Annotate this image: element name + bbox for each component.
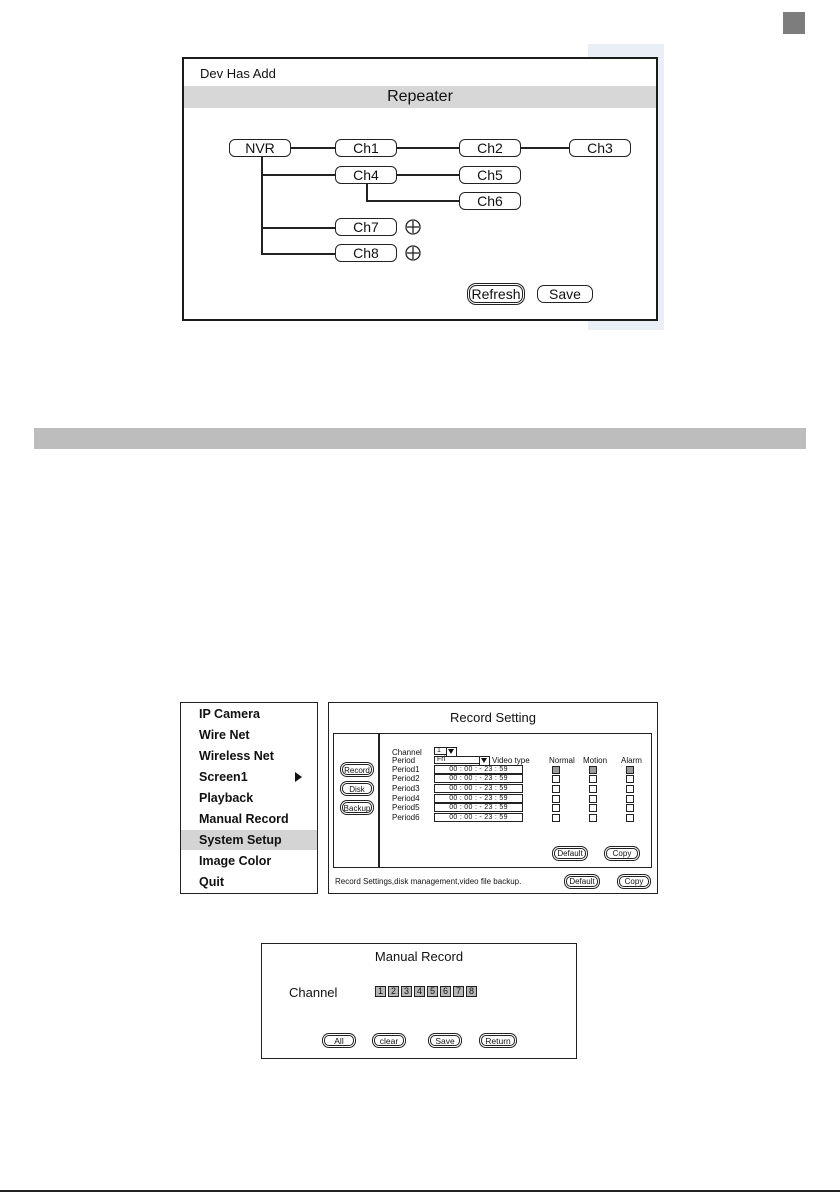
period5-alarm-checkbox[interactable] xyxy=(626,804,634,812)
link-ch4-ch5 xyxy=(396,174,460,176)
menu-item-playback[interactable]: Playback xyxy=(199,791,254,805)
menu-item-quit[interactable]: Quit xyxy=(199,875,224,889)
repeater-panel xyxy=(182,57,658,321)
period4-time-field[interactable]: 00 : 00 : - 23 : 59 xyxy=(434,794,523,803)
channel-select-value: 1 xyxy=(437,747,441,754)
link-trunk-ch4 xyxy=(261,174,336,176)
menu-item-ip-camera[interactable]: IP Camera xyxy=(199,707,260,721)
manual-record-panel xyxy=(261,943,577,1059)
period2-label: Period2 xyxy=(392,774,420,783)
period4-normal-checkbox[interactable] xyxy=(552,795,560,803)
period3-time-field[interactable]: 00 : 00 : - 23 : 59 xyxy=(434,784,523,793)
channel-select[interactable] xyxy=(434,747,456,755)
period2-normal-checkbox[interactable] xyxy=(552,775,560,783)
node-ch7[interactable]: Ch7 xyxy=(335,218,397,236)
period-day-select[interactable] xyxy=(434,756,489,764)
node-ch2[interactable]: Ch2 xyxy=(459,139,521,157)
period4-motion-checkbox[interactable] xyxy=(589,795,597,803)
add-ch8-plus-icon[interactable] xyxy=(405,245,421,261)
period6-time-field[interactable]: 00 : 00 : - 23 : 59 xyxy=(434,813,523,822)
period2-motion-checkbox[interactable] xyxy=(589,775,597,783)
period4-label: Period4 xyxy=(392,794,420,803)
node-ch1[interactable]: Ch1 xyxy=(335,139,397,157)
node-nvr[interactable]: NVR xyxy=(229,139,291,157)
menu-item-wire-net[interactable]: Wire Net xyxy=(199,728,250,742)
period5-motion-checkbox[interactable] xyxy=(589,804,597,812)
menu-item-system-setup[interactable]: System Setup xyxy=(181,830,317,850)
node-ch6[interactable]: Ch6 xyxy=(459,192,521,210)
channel-7-toggle[interactable]: 7 xyxy=(453,986,464,997)
link-ch4-ch6-down xyxy=(366,182,368,200)
refresh-button[interactable]: Refresh xyxy=(469,285,523,303)
period3-normal-checkbox[interactable] xyxy=(552,785,560,793)
link-nvr-trunk xyxy=(261,155,263,255)
channel-6-toggle[interactable]: 6 xyxy=(440,986,451,997)
channel-3-toggle[interactable]: 3 xyxy=(401,986,412,997)
add-ch7-plus-icon[interactable] xyxy=(405,219,421,235)
period2-time-field[interactable]: 00 : 00 : - 23 : 59 xyxy=(434,774,523,783)
period5-label: Period5 xyxy=(392,803,420,812)
dev-has-add-label: Dev Has Add xyxy=(200,66,276,81)
period4-alarm-checkbox[interactable] xyxy=(626,795,634,803)
channel-label: Channel xyxy=(392,748,422,757)
node-ch5[interactable]: Ch5 xyxy=(459,166,521,184)
period1-alarm-checkbox[interactable] xyxy=(626,766,634,774)
period-day-value: Fri xyxy=(437,756,446,763)
period6-normal-checkbox[interactable] xyxy=(552,814,560,822)
record-setting-status-text: Record Settings,disk management,video file backup. xyxy=(335,877,522,886)
record-tab-button[interactable]: Record xyxy=(342,764,372,775)
period3-label: Period3 xyxy=(392,784,420,793)
node-ch4[interactable]: Ch4 xyxy=(335,166,397,184)
all-button[interactable]: All xyxy=(324,1035,354,1046)
record-setting-title: Record Setting xyxy=(450,710,536,725)
channel-1-toggle[interactable]: 1 xyxy=(375,986,386,997)
menu-item-manual-record[interactable]: Manual Record xyxy=(199,812,289,826)
save-button[interactable]: Save xyxy=(537,285,593,303)
node-ch8[interactable]: Ch8 xyxy=(335,244,397,262)
link-nvr-ch1 xyxy=(290,147,336,149)
period6-alarm-checkbox[interactable] xyxy=(626,814,634,822)
manual-save-button[interactable]: Save xyxy=(430,1035,460,1046)
record-setting-divider xyxy=(378,734,380,867)
period5-time-field[interactable]: 00 : 00 : - 23 : 59 xyxy=(434,803,523,812)
period1-motion-checkbox[interactable] xyxy=(589,766,597,774)
period1-normal-checkbox[interactable] xyxy=(552,766,560,774)
repeater-title-bar xyxy=(184,86,656,108)
period5-normal-checkbox[interactable] xyxy=(552,804,560,812)
period1-time-field[interactable]: 00 : 00 : - 23 : 59 xyxy=(434,765,523,774)
section-separator-bar xyxy=(34,428,806,449)
main-menu xyxy=(180,702,318,894)
channel-8-toggle[interactable]: 8 xyxy=(466,986,477,997)
link-ch2-ch3 xyxy=(520,147,570,149)
menu-item-wireless-net[interactable]: Wireless Net xyxy=(199,749,274,763)
return-button[interactable]: Return xyxy=(481,1035,515,1046)
channel-5-toggle[interactable]: 5 xyxy=(427,986,438,997)
period1-label: Period1 xyxy=(392,765,420,774)
period3-motion-checkbox[interactable] xyxy=(589,785,597,793)
period6-motion-checkbox[interactable] xyxy=(589,814,597,822)
link-trunk-ch7 xyxy=(261,227,336,229)
footer-copy-button[interactable]: Copy xyxy=(619,876,649,887)
period2-alarm-checkbox[interactable] xyxy=(626,775,634,783)
manual-record-title: Manual Record xyxy=(374,949,464,964)
period3-alarm-checkbox[interactable] xyxy=(626,785,634,793)
backup-tab-button[interactable]: Backup xyxy=(343,804,371,813)
link-ch4-ch6-across xyxy=(366,200,460,202)
repeater-title: Repeater xyxy=(387,88,453,105)
menu-item-screen1-label: Screen1 xyxy=(199,770,248,784)
channel-4-toggle[interactable]: 4 xyxy=(414,986,425,997)
menu-item-screen1[interactable] xyxy=(181,767,317,787)
motion-column-header: Motion xyxy=(583,756,608,765)
menu-item-image-color[interactable]: Image Color xyxy=(199,854,272,868)
node-ch3[interactable]: Ch3 xyxy=(569,139,631,157)
manual-channel-label: Channel xyxy=(289,985,338,1000)
alarm-column-header: Alarm xyxy=(621,756,642,765)
default-button[interactable]: Default xyxy=(554,848,586,859)
page-corner-marker xyxy=(783,12,805,34)
footer-default-button[interactable]: Default xyxy=(566,876,598,887)
link-trunk-ch8 xyxy=(261,253,336,255)
period6-label: Period6 xyxy=(392,813,420,822)
link-ch1-ch2 xyxy=(396,147,460,149)
disk-tab-button[interactable]: Disk xyxy=(342,783,372,794)
copy-button[interactable]: Copy xyxy=(606,848,638,859)
video-type-label: Video type xyxy=(492,756,530,765)
record-setting-panel xyxy=(328,702,658,894)
clear-button[interactable]: clear xyxy=(374,1035,404,1046)
submenu-arrow-icon xyxy=(295,772,302,782)
normal-column-header: Normal xyxy=(549,756,575,765)
period-label: Period xyxy=(392,756,416,765)
channel-2-toggle[interactable]: 2 xyxy=(388,986,399,997)
record-setting-body xyxy=(333,733,652,868)
